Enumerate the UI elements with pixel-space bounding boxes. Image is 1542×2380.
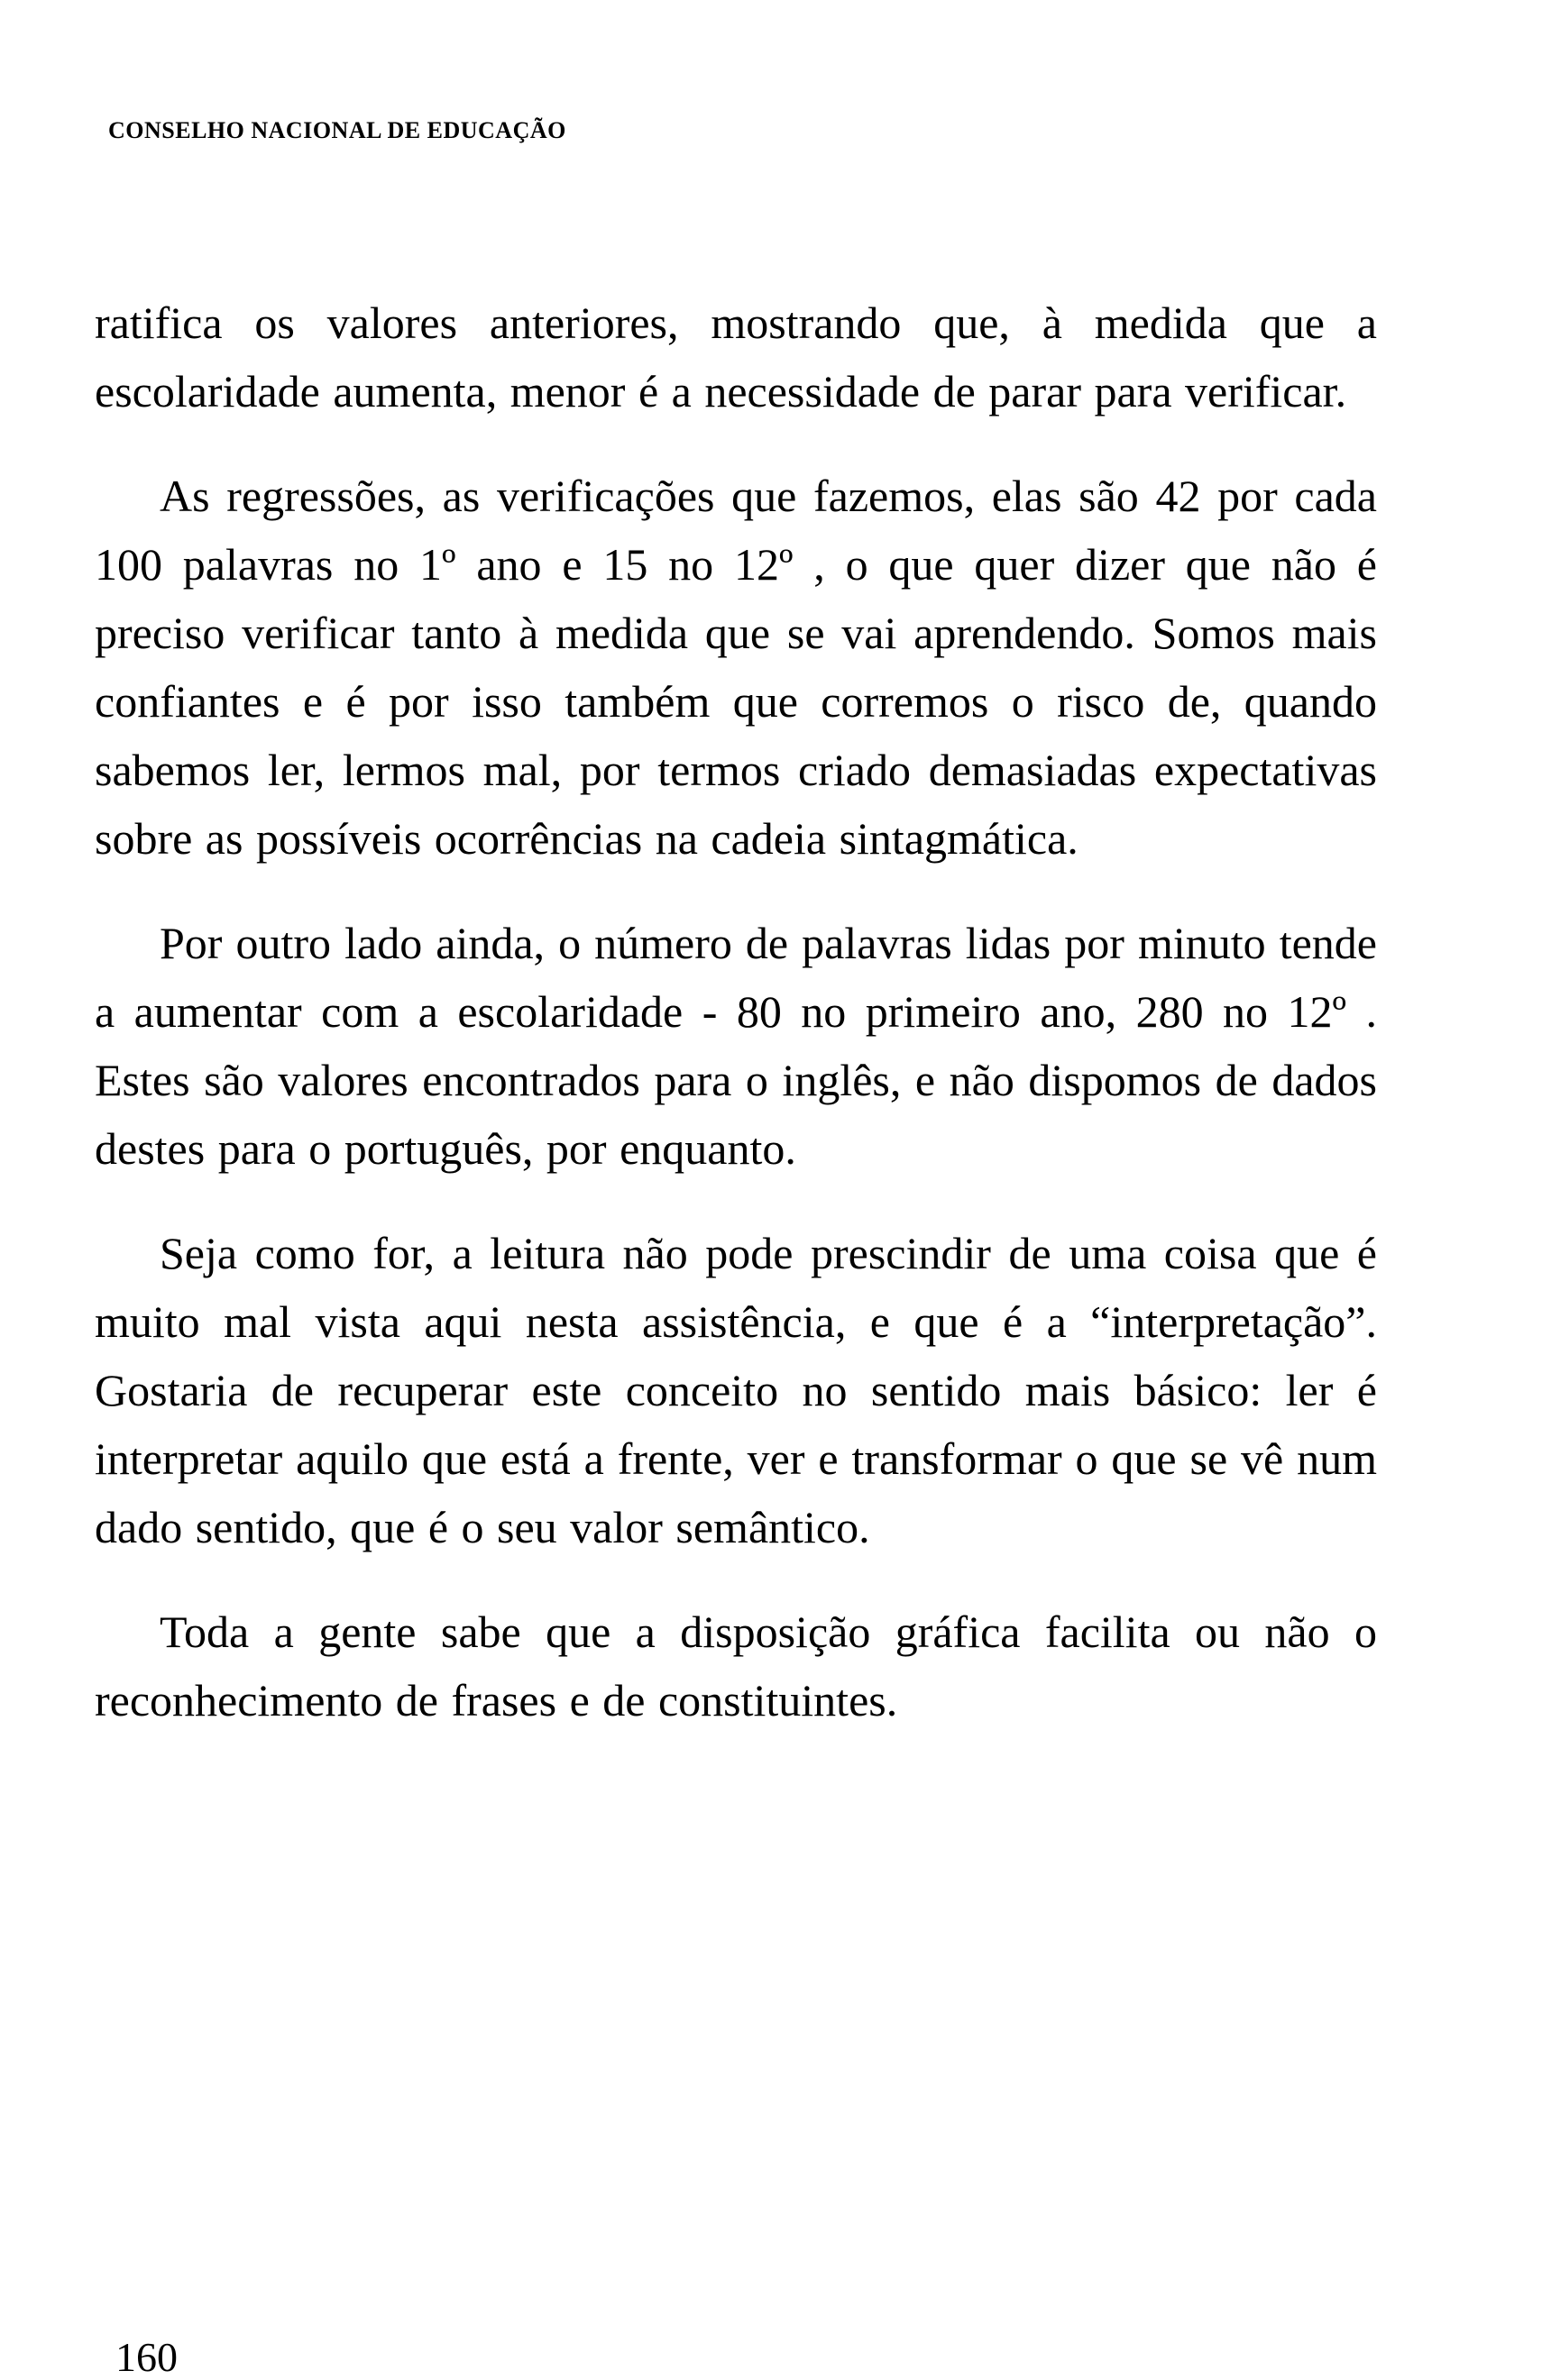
body-text [95,288,1377,1771]
paragraph: Por outro lado ainda, o número de palavras lidas por minuto tende a aumentar com a escolaridade - 80 no primeiro ano, 280 no 12º . Estes são valores encontrados para o inglês, e não dispomos de dados destes para o português, por enquanto. [95,918,1377,1174]
paragraph: ratifica os valores anteriores, mostrando que, à medida que a escolaridade aumenta, menor é a necessidade de parar para verificar. [95,298,1377,416]
running-header: CONSELHO NACIONAL DE EDUCAÇÃO [108,117,566,143]
paragraph: Toda a gente sabe que a disposição gráfica facilita ou não o reconhecimento de frases e de constituintes. [95,1606,1377,1726]
page-number: 160 [115,2334,178,2380]
paragraph: Seja como for, a leitura não pode prescindir de uma coisa que é muito mal vista aqui nesta assistência, e que é a “interpretação”. Gostaria de recuperar este conceito no sentido mais básico: ler é interpretar aquilo que está a frente, ver e transformar o que se vê num dado sentido, que é o seu valor semântico. [95,1228,1377,1552]
paragraph: As regressões, as verificações que fazemos, elas são 42 por cada 100 palavras no 1º ano e 15 no 12º , o que quer dizer que não é preciso verificar tanto à medida que se vai aprendendo. Somos mais confiantes e é por isso também que corremos o risco de, quando sabemos ler, lermos mal, por termos criado demasiadas expectativas sobre as possíveis ocorrências na cadeia sintagmática. [95,471,1377,864]
